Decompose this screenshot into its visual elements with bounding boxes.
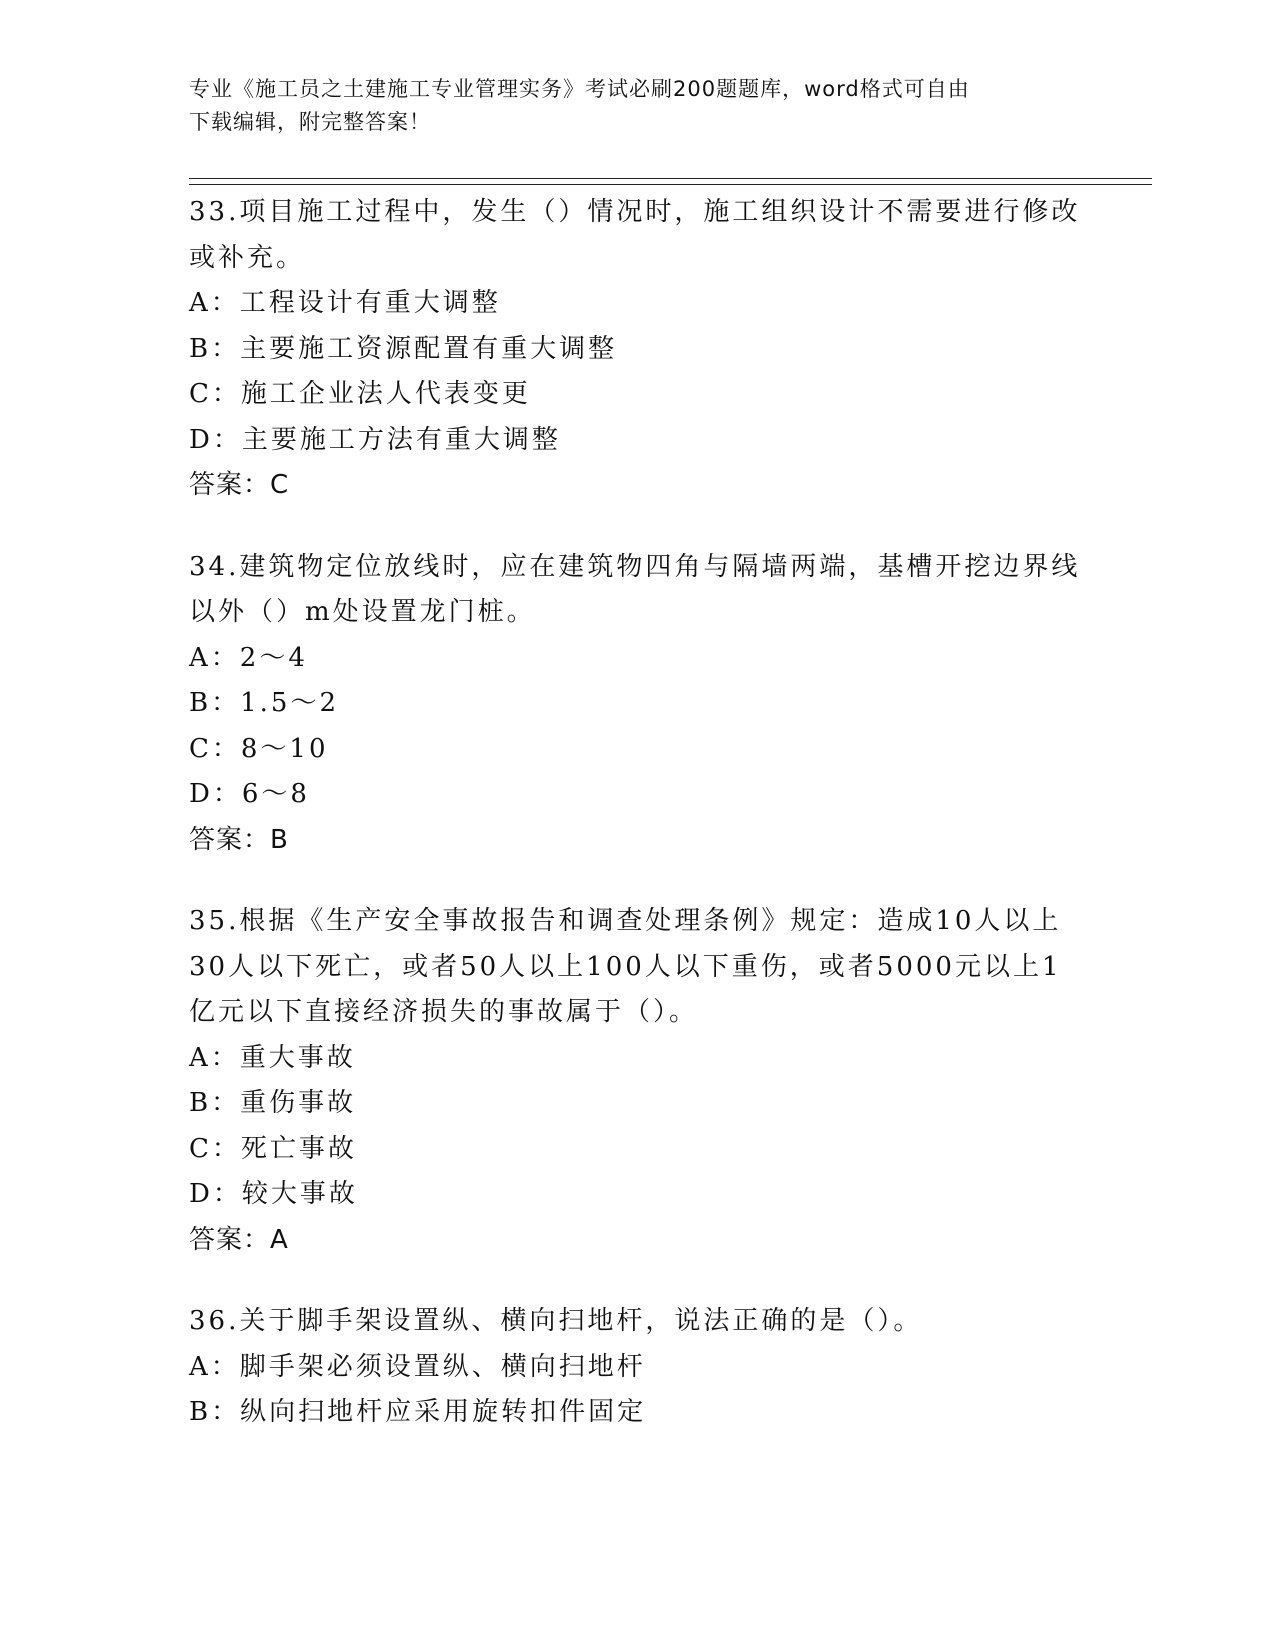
header-line-2: 下载编辑，附完整答案！: [189, 110, 431, 134]
header-line-1: 专业《施工员之土建施工专业管理实务》考试必刷200题题库，word格式可自由: [189, 77, 970, 101]
question-stem-line: 33.项目施工过程中，发生（）情况时，施工组织设计不需要进行修改: [189, 197, 1081, 227]
answer-key: 答案：B: [189, 824, 289, 855]
option-a: A：重大事故: [189, 1042, 356, 1073]
document-header: [189, 73, 1089, 139]
question-stem-line: 以外（）m处设置龙门桩。: [189, 597, 536, 627]
option-a: A：脚手架必须设置纵、横向扫地杆: [189, 1351, 646, 1382]
option-a: A：2～4: [189, 642, 308, 673]
question-stem-line: 35.根据《生产安全事故报告和调查处理条例》规定：造成10人以上: [189, 906, 1062, 936]
option-b: B：主要施工资源配置有重大调整: [189, 333, 618, 364]
question-35: [189, 899, 1089, 1263]
question-36: [189, 1299, 1089, 1436]
option-d: D：6～8: [189, 779, 310, 809]
answer-key: 答案：C: [189, 470, 290, 500]
option-b: B：重伤事故: [189, 1088, 357, 1118]
option-d: D：较大事故: [189, 1179, 358, 1209]
option-b: B：纵向扫地杆应采用旋转扣件固定: [189, 1397, 647, 1427]
option-c: C：8～10: [189, 733, 329, 764]
option-d: D：主要施工方法有重大调整: [189, 424, 561, 455]
header-divider-bottom: [189, 184, 1152, 185]
option-b: B：1.5～2: [189, 688, 339, 718]
answer-key: 答案：A: [189, 1224, 289, 1255]
header-divider-top: [189, 178, 1152, 179]
option-c: C：施工企业法人代表变更: [189, 379, 531, 409]
question-list: [189, 190, 1089, 1472]
option-c: C：死亡事故: [189, 1133, 357, 1164]
question-stem-line: 30人以下死亡，或者50人以上100人以下重伤，或者5000元以上1: [189, 951, 1062, 982]
option-a: A：工程设计有重大调整: [189, 288, 501, 318]
question-stem-line: 36.关于脚手架设置纵、横向扫地杆，说法正确的是（）。: [189, 1306, 923, 1336]
question-stem-line: 亿元以下直接经济损失的事故属于（）。: [189, 997, 699, 1027]
question-33: [189, 190, 1089, 509]
question-stem-line: 34.建筑物定位放线时，应在建筑物四角与隔墙两端，基槽开挖边界线: [189, 551, 1081, 582]
question-stem-line: 或补充。: [189, 242, 306, 273]
question-34: [189, 545, 1089, 864]
